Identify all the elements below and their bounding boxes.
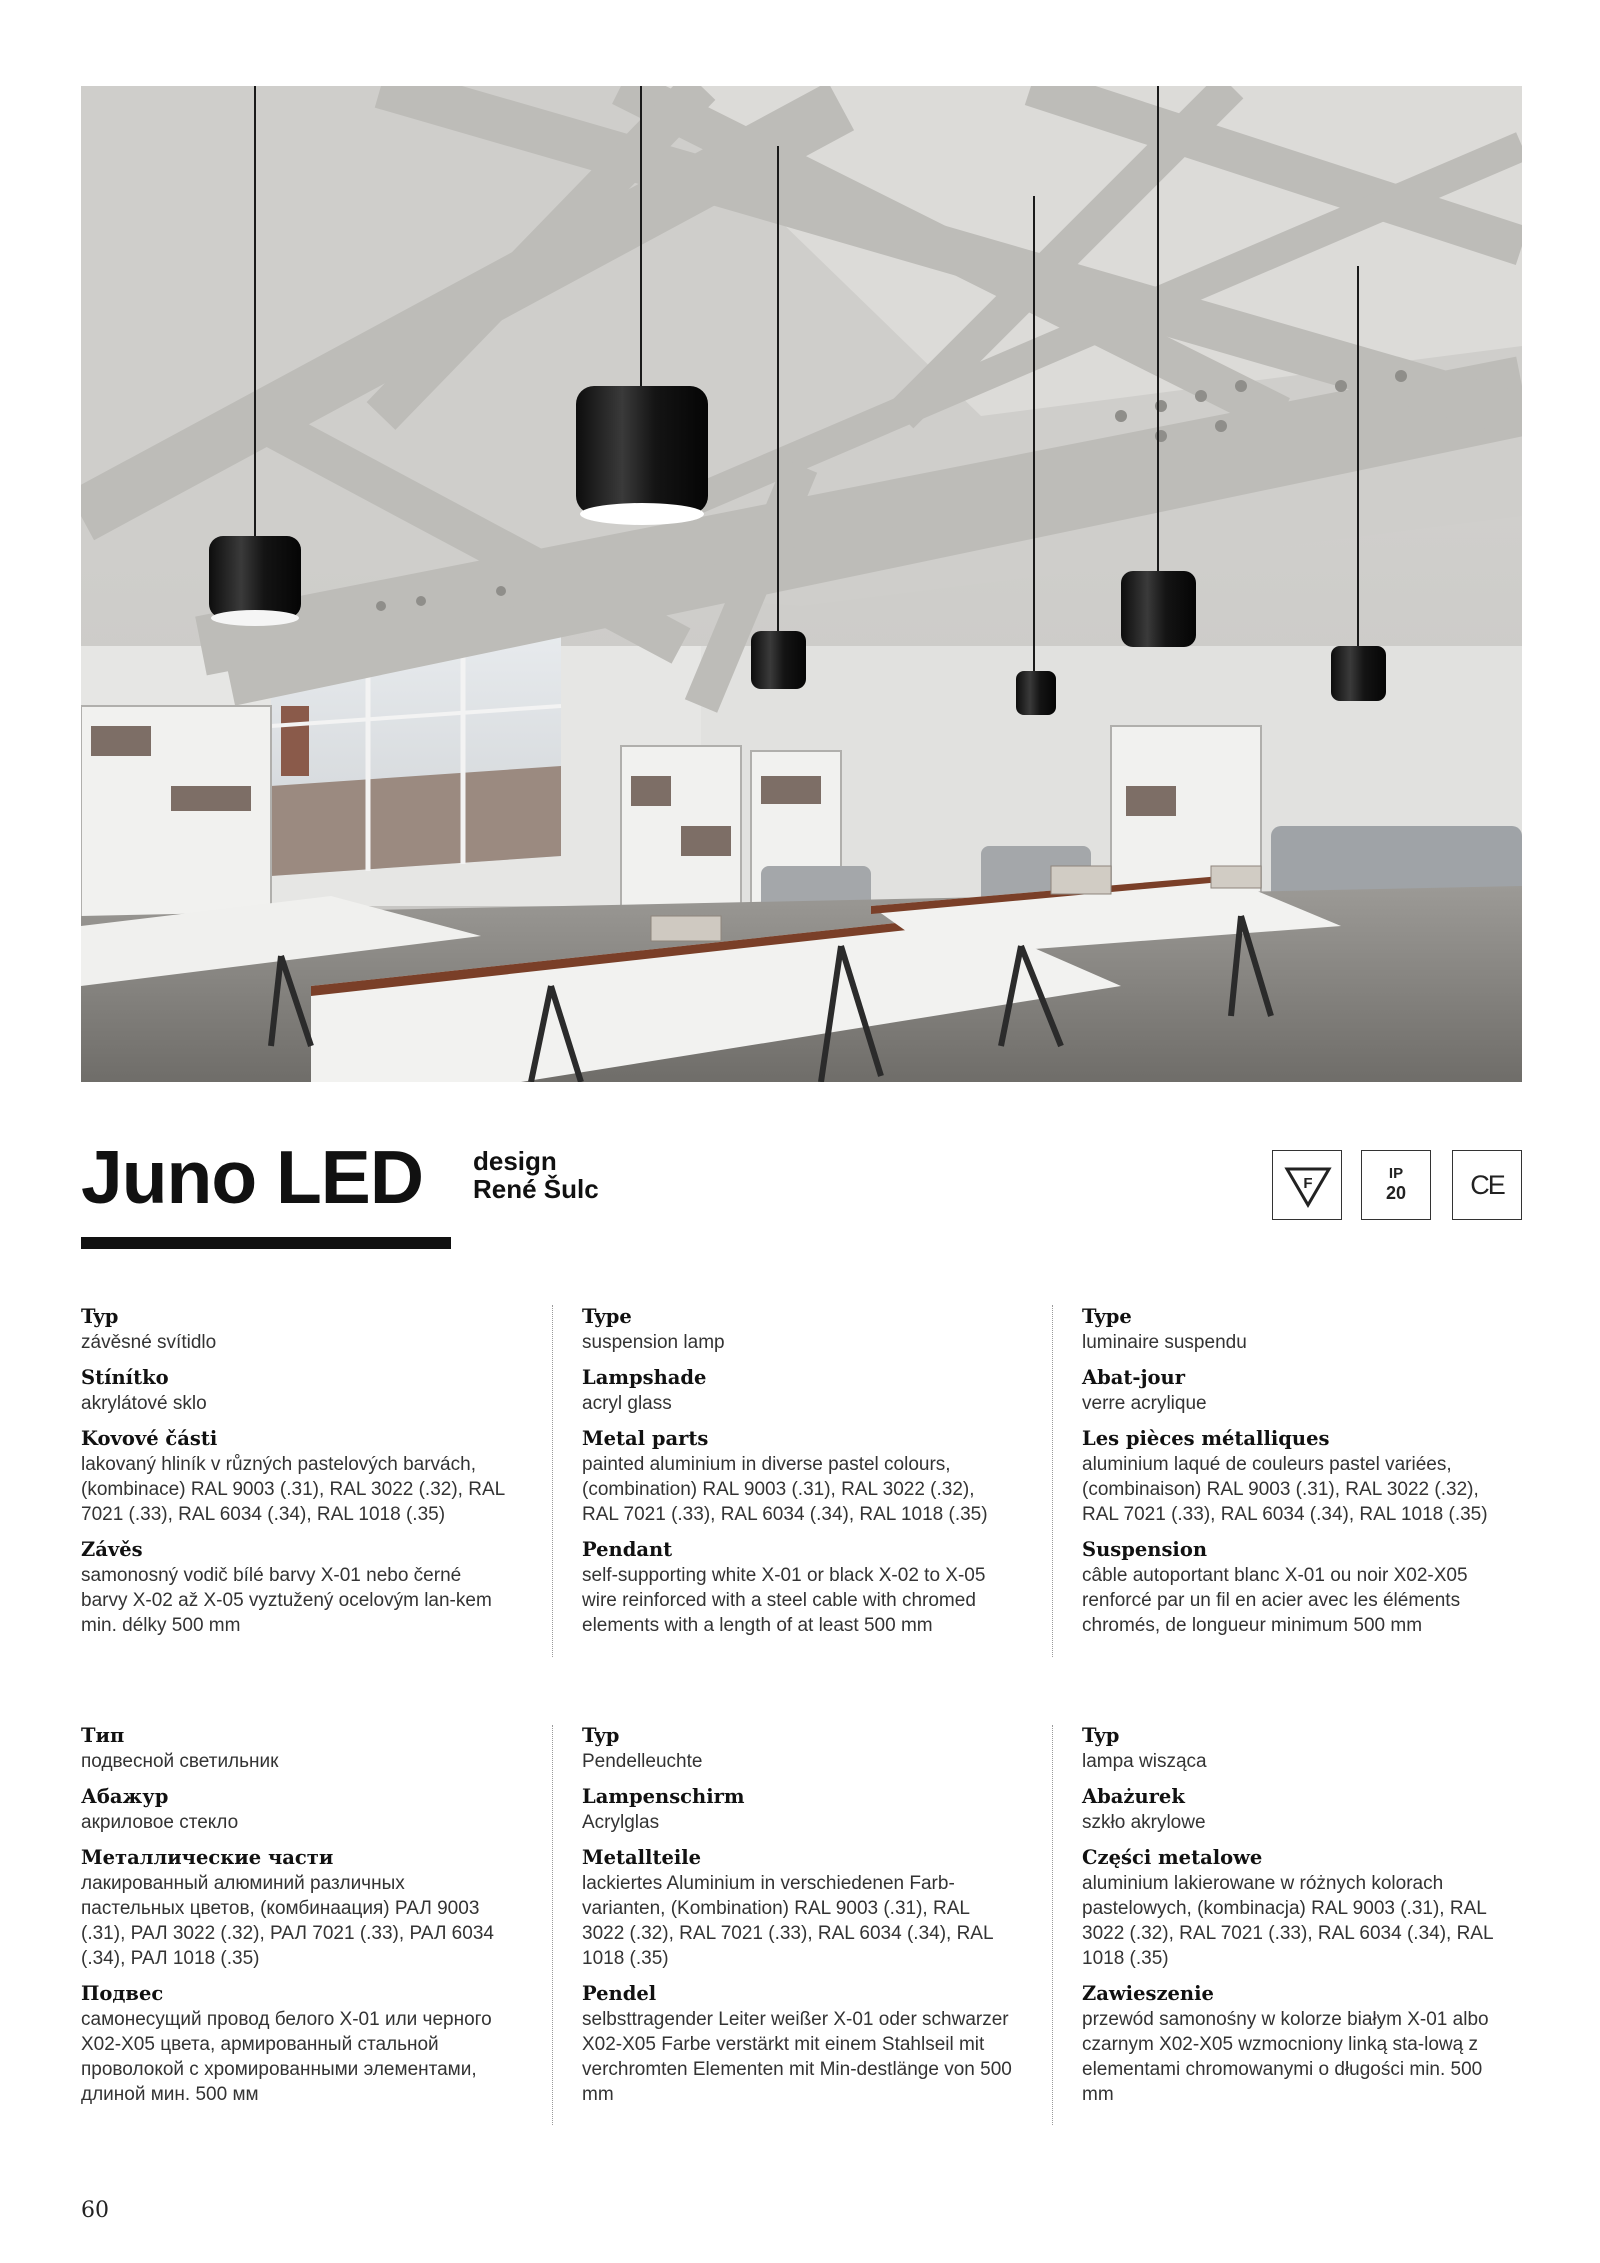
column-divider bbox=[552, 1725, 553, 2125]
spec-label: Typ bbox=[81, 1305, 119, 1328]
spec-label: Zawieszenie bbox=[1082, 1982, 1214, 2005]
spec-block-ru bbox=[81, 1723, 511, 2117]
spec-label: Części metalowe bbox=[1082, 1846, 1263, 1869]
spec-value: lampa wisząca bbox=[1082, 1751, 1207, 1772]
spec-label: Metal parts bbox=[582, 1427, 709, 1450]
spec-value: luminaire suspendu bbox=[1082, 1332, 1247, 1353]
ce-mark-text: CE bbox=[1470, 1170, 1504, 1200]
spec-value: câble autoportant blanc X-01 ou noir X02-X05 renforcé par un fil en acier avec les éléments chromés, de longueur minimum 500 mm bbox=[1082, 1565, 1468, 1636]
spec-label: Stínítko bbox=[81, 1366, 169, 1389]
spec-label: Lampshade bbox=[582, 1366, 707, 1389]
spec-value: przewód samonośny w kolorze białym X-01 albo czarnym X02-X05 wzmocniony linką sta-lową z elementami chromowanymi o długości min. 500 mm bbox=[1082, 2009, 1489, 2105]
product-title: Juno LED bbox=[81, 1135, 423, 1219]
spec-label: Kovové části bbox=[81, 1427, 218, 1450]
spec-value: Acrylglas bbox=[582, 1812, 660, 1833]
spec-label: Metallteile bbox=[582, 1846, 702, 1869]
spec-value: aluminium lakierowane w różnych kolorach pastelowych, (kombinacja) RAL 9003 (.31), RAL 3022 (.32), RAL 7021 (.33), RAL 6034 (.34), RAL 1018 (.35) bbox=[1082, 1873, 1493, 1969]
spec-value: лакированный алюминий различных пастельных цветов, (комбинаация) РАЛ 9003 (.31), РАЛ 3022 (.32), РАЛ 7021 (.33), РАЛ 6034 (.34), РАЛ 1018 (.35) bbox=[81, 1873, 494, 1969]
spec-value: selbsttragender Leiter weißer X-01 oder schwarzer X02-X05 Farbe verstärkt mit einem Stahlseil mit verchromten Elementen mit Min-destlänge von 500 mm bbox=[582, 2009, 1012, 2105]
page-number: 60 bbox=[81, 2198, 109, 2223]
f-mark-triangle-icon bbox=[1273, 1151, 1343, 1221]
loft-interior-illustration bbox=[81, 86, 1522, 1082]
spec-value: akrylátové sklo bbox=[81, 1393, 207, 1414]
spec-block-de bbox=[582, 1723, 1012, 2117]
spec-block-cs bbox=[81, 1304, 511, 1648]
spec-value: lackiertes Aluminium in verschiedenen Farb-varianten, (Kombination) RAL 9003 (.31), RAL 3022 (.32), RAL 7021 (.33), RAL 6034 (.34), RAL 1018 (.35) bbox=[582, 1873, 993, 1969]
ip-label: IP bbox=[1388, 1165, 1404, 1182]
column-divider bbox=[1052, 1725, 1053, 2125]
spec-label: Typ bbox=[582, 1724, 620, 1747]
spec-value: aluminium laqué de couleurs pastel variées, (combinaison) RAL 9003 (.31), RAL 3022 (.32), RAL 7021 (.33), RAL 6034 (.34), RAL 1018 (.35) bbox=[1082, 1454, 1488, 1525]
spec-value: painted aluminium in diverse pastel colours, (combination) RAL 9003 (.31), RAL 3022 (.32), RAL 7021 (.33), RAL 6034 (.34), RAL 1018 (.35) bbox=[582, 1454, 988, 1525]
spec-value: Pendelleuchte bbox=[582, 1751, 703, 1772]
hero-photo bbox=[81, 86, 1522, 1082]
spec-label: Abażurek bbox=[1082, 1785, 1185, 1808]
spec-value: self-supporting white X-01 or black X-02 to X-05 wire reinforced with a steel cable with chromed elements with a length of at least 500 mm bbox=[582, 1565, 986, 1636]
spec-label: Suspension bbox=[1082, 1538, 1208, 1561]
spec-value: подвесной светильник bbox=[81, 1751, 279, 1772]
spec-block-en bbox=[582, 1304, 1012, 1648]
f-mark-letter: F bbox=[1303, 1175, 1313, 1192]
spec-label: Les pièces métalliques bbox=[1082, 1427, 1330, 1450]
spec-label: Abat-jour bbox=[1082, 1366, 1186, 1389]
spec-value: lakovaný hliník v různých pastelových barvách, (kombinace) RAL 9003 (.31), RAL 3022 (.32), RAL 7021 (.33), RAL 6034 (.34), RAL 1018 (.35) bbox=[81, 1454, 505, 1525]
designer-name: René Šulc bbox=[473, 1174, 599, 1204]
spec-label: Pendel bbox=[582, 1982, 657, 2005]
spec-block-pl bbox=[1082, 1723, 1512, 2117]
spec-block-fr bbox=[1082, 1304, 1512, 1648]
spec-label: Typ bbox=[1082, 1724, 1120, 1747]
spec-label: Pendant bbox=[582, 1538, 673, 1561]
spec-value: závěsné svítidlo bbox=[81, 1332, 217, 1353]
spec-label: Металлические части bbox=[81, 1846, 334, 1869]
spec-label: Тип bbox=[81, 1724, 125, 1747]
spec-value: самонесущий провод белого X-01 или черного X02-X05 цвета, армированный стальной проволокой с хромированными элементами, длиной мин. 500 мм bbox=[81, 2009, 492, 2105]
spec-label: Lampenschirm bbox=[582, 1785, 745, 1808]
spec-value: verre acrylique bbox=[1082, 1393, 1207, 1414]
column-divider bbox=[552, 1305, 553, 1657]
ip-value: 20 bbox=[1385, 1183, 1407, 1203]
designer-credit bbox=[473, 1147, 599, 1203]
column-divider bbox=[1052, 1305, 1053, 1657]
spec-label: Type bbox=[582, 1305, 632, 1328]
design-label: design bbox=[473, 1146, 557, 1176]
spec-label: Type bbox=[1082, 1305, 1132, 1328]
flammability-f-icon bbox=[1272, 1150, 1342, 1220]
spec-value: acryl glass bbox=[582, 1393, 672, 1414]
spec-label: Подвес bbox=[81, 1982, 164, 2005]
ip-rating-badge bbox=[1361, 1150, 1431, 1220]
spec-value: акриловое стекло bbox=[81, 1812, 239, 1833]
spec-value: szkło akrylowe bbox=[1082, 1812, 1206, 1833]
spec-value: suspension lamp bbox=[582, 1332, 725, 1353]
spec-label: Závěs bbox=[81, 1538, 143, 1561]
ce-mark-icon bbox=[1452, 1150, 1522, 1220]
spec-label: Абажур bbox=[81, 1785, 169, 1808]
title-underline bbox=[81, 1237, 451, 1249]
spec-value: samonosný vodič bílé barvy X-01 nebo černé barvy X-02 až X-05 vyztužený ocelovým lan-kem min. délky 500 mm bbox=[81, 1565, 492, 1636]
